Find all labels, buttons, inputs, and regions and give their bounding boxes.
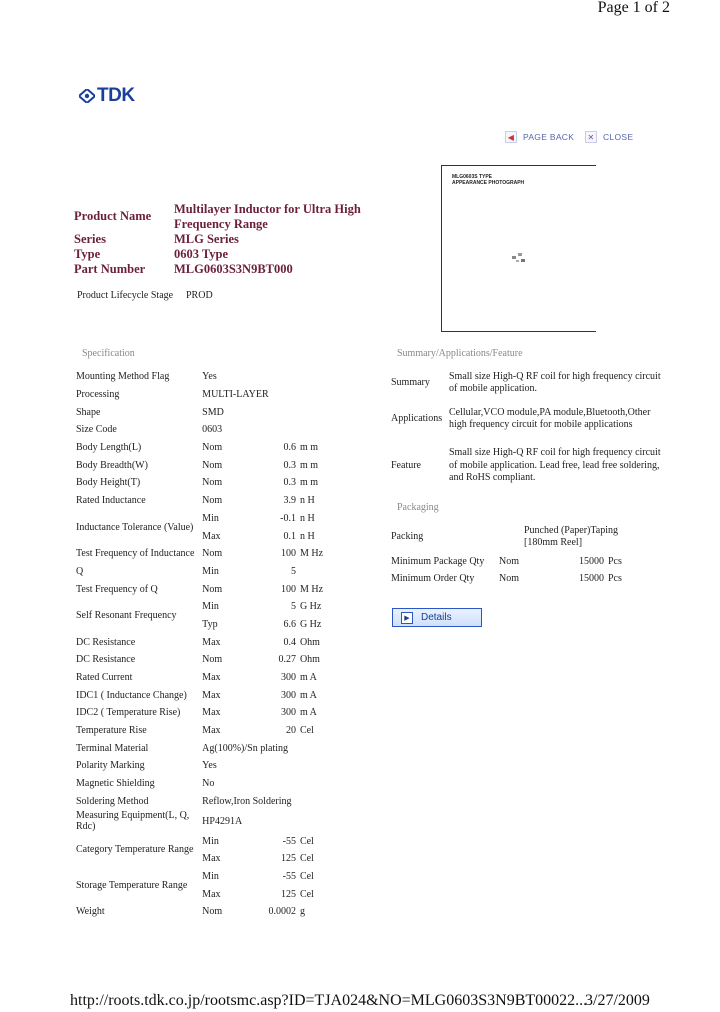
tdk-logo xyxy=(79,85,135,107)
part-number-label: Part Number xyxy=(74,262,146,276)
spec-name: Test Frequency of Inductance xyxy=(76,548,195,560)
min-package-unit: Pcs xyxy=(608,555,622,567)
spec-value: 0603 xyxy=(202,424,223,436)
spec-row xyxy=(76,722,358,740)
spec-unit: m m xyxy=(299,442,319,454)
spec-row xyxy=(76,368,358,386)
spec-unit: G Hz xyxy=(299,618,322,630)
lifecycle-label: Product Lifecycle Stage xyxy=(77,290,174,301)
spec-condition: Max xyxy=(202,707,221,719)
page-number: Page 1 of 2 xyxy=(597,0,670,16)
spec-name: Category Temperature Range xyxy=(76,844,194,856)
spec-value: Reflow,Iron Soldering xyxy=(202,795,292,807)
type-value: 0603 Type xyxy=(174,247,229,261)
spec-row xyxy=(76,633,358,651)
spec-condition: Max xyxy=(202,636,221,648)
spec-unit: G Hz xyxy=(299,601,322,613)
spec-value: No xyxy=(202,778,215,790)
spec-row xyxy=(76,775,358,793)
spec-name: Terminal Material xyxy=(76,742,149,754)
min-order-value: 15000 xyxy=(579,572,604,584)
spec-number: 0.4 xyxy=(283,636,296,648)
spec-condition: Max xyxy=(202,530,221,542)
spec-unit: Ohm xyxy=(299,636,320,648)
packaging-row xyxy=(391,570,651,587)
details-button[interactable] xyxy=(392,608,482,627)
spec-row xyxy=(76,474,358,492)
spec-value: Yes xyxy=(202,371,217,383)
spec-condition: Min xyxy=(202,512,219,524)
spec-row xyxy=(76,403,358,421)
spec-condition: Min xyxy=(202,565,219,577)
spec-unit: Cel xyxy=(299,853,314,865)
series-label: Series xyxy=(74,232,106,246)
spec-name: Soldering Method xyxy=(76,795,149,807)
spec-number: 0.0002 xyxy=(268,906,296,918)
spec-number: 20 xyxy=(285,725,296,737)
min-order-unit: Pcs xyxy=(608,572,622,584)
spec-row xyxy=(76,739,358,757)
specification-heading: Specification xyxy=(82,348,135,359)
spec-name: Size Code xyxy=(76,424,117,436)
spec-number: 6.6 xyxy=(283,618,296,630)
summary-row xyxy=(391,440,661,492)
spec-name: IDC1 ( Inductance Change) xyxy=(76,689,187,701)
spec-name: Measuring Equipment(L, Q, Rdc) xyxy=(76,810,190,833)
spec-number: 5 xyxy=(290,565,296,577)
spec-number: 3.9 xyxy=(283,495,296,507)
spec-number: 0.3 xyxy=(283,477,296,489)
spec-condition: Min xyxy=(202,601,219,613)
spec-unit: m A xyxy=(299,689,317,701)
spec-name: Rated Inductance xyxy=(76,495,146,507)
spec-condition: Nom xyxy=(202,495,223,507)
min-order-cond: Nom xyxy=(499,572,519,584)
spec-number: 300 xyxy=(280,689,296,701)
spec-value: HP4291A xyxy=(202,815,243,827)
packaging-row xyxy=(391,553,651,570)
spec-number: 0.3 xyxy=(283,459,296,471)
spec-value: MULTI-LAYER xyxy=(202,389,269,401)
back-arrow-icon: ◀ xyxy=(505,131,517,143)
spec-row xyxy=(76,563,358,581)
part-number-value: MLG0603S3N9BT000 xyxy=(174,262,293,276)
spec-number: 100 xyxy=(280,548,296,560)
spec-number: -55 xyxy=(282,870,296,882)
spec-unit: m A xyxy=(299,672,317,684)
spec-number: 100 xyxy=(280,583,296,595)
spec-condition: Max xyxy=(202,888,221,900)
spec-row xyxy=(76,669,358,687)
photo-caption-line1: MLG0603S TYPE xyxy=(452,174,493,180)
spec-name: Mounting Method Flag xyxy=(76,371,170,383)
spec-condition: Nom xyxy=(202,477,223,489)
spec-condition: Nom xyxy=(202,583,223,595)
spec-unit: n H xyxy=(299,530,315,542)
spec-unit: M Hz xyxy=(299,583,324,595)
packing-value: Punched (Paper)Taping [180mm Reel] xyxy=(524,525,618,548)
spec-name: DC Resistance xyxy=(76,654,136,666)
packing-label: Packing xyxy=(391,531,424,542)
spec-condition: Nom xyxy=(202,654,223,666)
summary-table xyxy=(391,368,661,492)
packaging-heading: Packaging xyxy=(397,502,439,513)
spec-unit: Cel xyxy=(299,725,314,737)
spec-value: SMD xyxy=(202,406,224,418)
spec-row xyxy=(76,651,358,669)
applications-text: Cellular,VCO module,PA module,Bluetooth,Other high frequency circuit for mobile applications xyxy=(449,406,651,430)
min-package-cond: Nom xyxy=(499,555,519,567)
applications-label: Applications xyxy=(391,412,443,424)
footer-url: http://roots.tdk.co.jp/rootsmc.asp?ID=TJA024&NO=MLG0603S3N9BT00022... xyxy=(70,992,588,1009)
spec-name: Rated Current xyxy=(76,672,133,684)
spec-unit: Cel xyxy=(299,888,314,900)
spec-condition: Max xyxy=(202,689,221,701)
spec-row xyxy=(76,793,358,811)
feature-text: Small size High-Q RF coil for high frequency circuit of mobile application. Lead free, lead free soldering, and RoHS compliant. xyxy=(449,447,661,484)
spec-number: 300 xyxy=(280,672,296,684)
product-name-value: Multilayer Inductor for Ultra High Frequency Range xyxy=(174,202,361,231)
spec-number: -0.1 xyxy=(280,512,296,524)
spec-row xyxy=(76,832,358,850)
summary-label: Summary xyxy=(391,376,430,388)
spec-value: Ag(100%)/Sn plating xyxy=(202,742,288,754)
spec-unit xyxy=(300,563,358,581)
spec-name: Magnetic Shielding xyxy=(76,778,155,790)
spec-number: 300 xyxy=(280,707,296,719)
spec-row xyxy=(76,810,358,832)
spec-name: Body Breadth(W) xyxy=(76,459,148,471)
spec-number: 125 xyxy=(280,853,296,865)
spec-name: Body Length(L) xyxy=(76,442,142,454)
spec-name: Polarity Marking xyxy=(76,760,145,772)
spec-name: Body Height(T) xyxy=(76,477,141,489)
spec-condition: Min xyxy=(202,835,219,847)
spec-number: 0.1 xyxy=(283,530,296,542)
feature-label: Feature xyxy=(391,459,421,471)
spec-unit: m m xyxy=(299,459,319,471)
page-back-button[interactable] xyxy=(505,131,574,143)
inductor-chip-image xyxy=(510,251,528,265)
logo-text: TDK xyxy=(97,85,135,106)
spec-row xyxy=(76,686,358,704)
spec-row xyxy=(76,439,358,457)
spec-row xyxy=(76,868,358,886)
tdk-logo-icon xyxy=(79,89,95,103)
spec-row xyxy=(76,386,358,404)
spec-condition: Nom xyxy=(202,548,223,560)
spec-condition: Nom xyxy=(202,459,223,471)
spec-row xyxy=(76,456,358,474)
spec-unit: g xyxy=(299,906,305,918)
spec-row xyxy=(76,757,358,775)
spec-name: Inductance Tolerance (Value) xyxy=(76,521,194,533)
spec-name: Weight xyxy=(76,906,105,918)
photo-caption-line2: APPEARANCE PHOTOGRAPH xyxy=(452,180,525,186)
type-label: Type xyxy=(74,247,101,261)
spec-row xyxy=(76,492,358,510)
packing-row xyxy=(391,521,651,553)
spec-number: 0.27 xyxy=(278,654,296,666)
appearance-photo xyxy=(441,165,596,332)
product-name-label: Product Name xyxy=(74,209,152,223)
summary-heading: Summary/Applications/Feature xyxy=(397,348,523,359)
spec-unit: n H xyxy=(299,495,315,507)
spec-row xyxy=(76,903,358,921)
spec-number: 0.6 xyxy=(283,442,296,454)
summary-row xyxy=(391,368,661,398)
spec-row xyxy=(76,545,358,563)
spec-condition: Max xyxy=(202,672,221,684)
spec-row xyxy=(76,421,358,439)
spec-name: Processing xyxy=(76,389,120,401)
spec-condition: Max xyxy=(202,853,221,865)
spec-condition: Typ xyxy=(202,618,218,630)
spec-row xyxy=(76,510,358,528)
details-label: Details xyxy=(421,612,452,623)
min-package-label: Minimum Package Qty xyxy=(391,555,485,567)
specification-table xyxy=(76,368,358,921)
spec-value: Yes xyxy=(202,760,217,772)
arrow-right-icon: ▶ xyxy=(401,612,413,624)
spec-name: Storage Temperature Range xyxy=(76,879,188,891)
spec-name: Shape xyxy=(76,406,101,418)
packaging-table xyxy=(391,521,651,587)
spec-unit: m A xyxy=(299,707,317,719)
spec-unit: Ohm xyxy=(299,654,320,666)
series-value: MLG Series xyxy=(174,232,239,246)
spec-number: -55 xyxy=(282,835,296,847)
summary-text: Small size High-Q RF coil for high frequency circuit of mobile application. xyxy=(449,370,661,394)
spec-number: 5 xyxy=(290,601,296,613)
min-order-label: Minimum Order Qty xyxy=(391,572,475,584)
spec-condition: Max xyxy=(202,725,221,737)
summary-row xyxy=(391,398,661,440)
spec-name: Test Frequency of Q xyxy=(76,583,158,595)
spec-name: Self Resonant Frequency xyxy=(76,610,177,622)
spec-condition: Min xyxy=(202,870,219,882)
lifecycle-value: PROD xyxy=(186,290,213,301)
spec-name: IDC2 ( Temperature Rise) xyxy=(76,707,181,719)
spec-condition: Nom xyxy=(202,442,223,454)
close-button[interactable] xyxy=(585,131,633,143)
spec-row xyxy=(76,598,358,616)
close-icon: ✕ xyxy=(585,131,597,143)
spec-row xyxy=(76,704,358,722)
spec-number: 125 xyxy=(280,888,296,900)
spec-unit: Cel xyxy=(299,835,314,847)
spec-name: DC Resistance xyxy=(76,636,136,648)
spec-unit: Cel xyxy=(299,870,314,882)
spec-name: Temperature Rise xyxy=(76,725,147,737)
close-label: CLOSE xyxy=(603,132,634,142)
spec-unit: n H xyxy=(299,512,315,524)
footer-date: 3/27/2009 xyxy=(585,992,650,1009)
spec-unit: M Hz xyxy=(299,548,324,560)
spec-condition: Nom xyxy=(202,906,223,918)
spec-name: Q xyxy=(76,565,84,577)
spec-row xyxy=(76,580,358,598)
spec-unit: m m xyxy=(299,477,319,489)
page-back-label: PAGE BACK xyxy=(523,132,575,142)
min-package-value: 15000 xyxy=(579,555,604,567)
